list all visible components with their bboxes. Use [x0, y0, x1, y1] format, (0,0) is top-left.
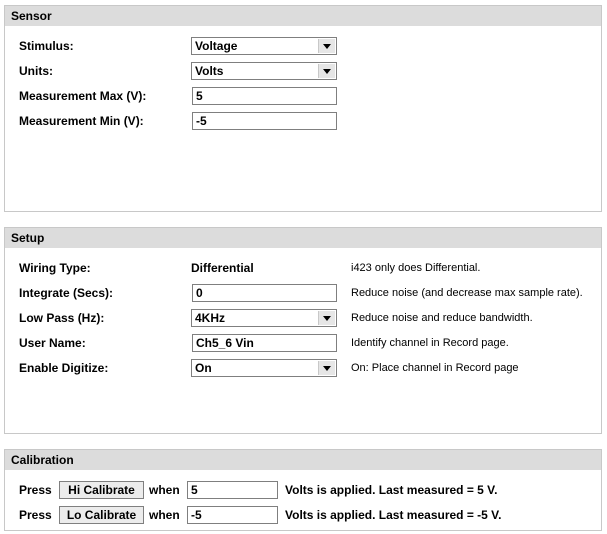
units-value: Volts	[195, 64, 224, 78]
sensor-panel	[4, 5, 602, 212]
hi-calibrate-button[interactable]: Hi Calibrate	[59, 481, 144, 499]
stimulus-value: Voltage	[195, 39, 238, 53]
hi-calibrate-input[interactable]	[187, 481, 278, 499]
enable-digitize-note: On: Place channel in Record page	[351, 362, 519, 374]
enable-digitize-label: Enable Digitize:	[19, 361, 109, 375]
hi-when-label: when	[149, 483, 180, 497]
integrate-label: Integrate (Secs):	[19, 286, 114, 300]
sensor-panel-title: Sensor	[5, 6, 601, 26]
chevron-down-icon[interactable]	[318, 311, 335, 325]
setup-panel	[4, 227, 602, 434]
wiring-type-value: Differential	[191, 261, 254, 275]
lo-calibrate-button[interactable]: Lo Calibrate	[59, 506, 144, 524]
enable-digitize-select[interactable]	[191, 359, 337, 377]
lo-calibrate-status: Volts is applied. Last measured = -5 V.	[285, 508, 502, 522]
user-name-label: User Name:	[19, 336, 86, 350]
wiring-type-label: Wiring Type:	[19, 261, 91, 275]
lo-calibrate-input[interactable]	[187, 506, 278, 524]
lo-press-label: Press	[19, 508, 52, 522]
wiring-type-note: i423 only does Differential.	[351, 262, 481, 274]
chevron-down-icon[interactable]	[318, 39, 335, 53]
user-name-note: Identify channel in Record page.	[351, 337, 509, 349]
stimulus-select[interactable]	[191, 37, 337, 55]
integrate-note: Reduce noise (and decrease max sample rate).	[351, 287, 583, 299]
setup-panel-title: Setup	[5, 228, 601, 248]
measurement-max-input[interactable]	[192, 87, 337, 105]
enable-digitize-value: On	[195, 361, 212, 375]
chevron-down-icon[interactable]	[318, 64, 335, 78]
stimulus-label: Stimulus:	[19, 39, 74, 53]
low-pass-label: Low Pass (Hz):	[19, 311, 105, 325]
calibration-panel-title: Calibration	[5, 450, 601, 470]
units-label: Units:	[19, 64, 53, 78]
measurement-min-input[interactable]	[192, 112, 337, 130]
low-pass-select[interactable]	[191, 309, 337, 327]
low-pass-note: Reduce noise and reduce bandwidth.	[351, 312, 533, 324]
calibration-panel	[4, 449, 602, 531]
measurement-max-label: Measurement Max (V):	[19, 89, 147, 103]
chevron-down-icon[interactable]	[318, 361, 335, 375]
integrate-input[interactable]	[192, 284, 337, 302]
hi-press-label: Press	[19, 483, 52, 497]
units-select[interactable]	[191, 62, 337, 80]
low-pass-value: 4KHz	[195, 311, 226, 325]
hi-calibrate-status: Volts is applied. Last measured = 5 V.	[285, 483, 498, 497]
user-name-input[interactable]	[192, 334, 337, 352]
measurement-min-label: Measurement Min (V):	[19, 114, 144, 128]
lo-when-label: when	[149, 508, 180, 522]
